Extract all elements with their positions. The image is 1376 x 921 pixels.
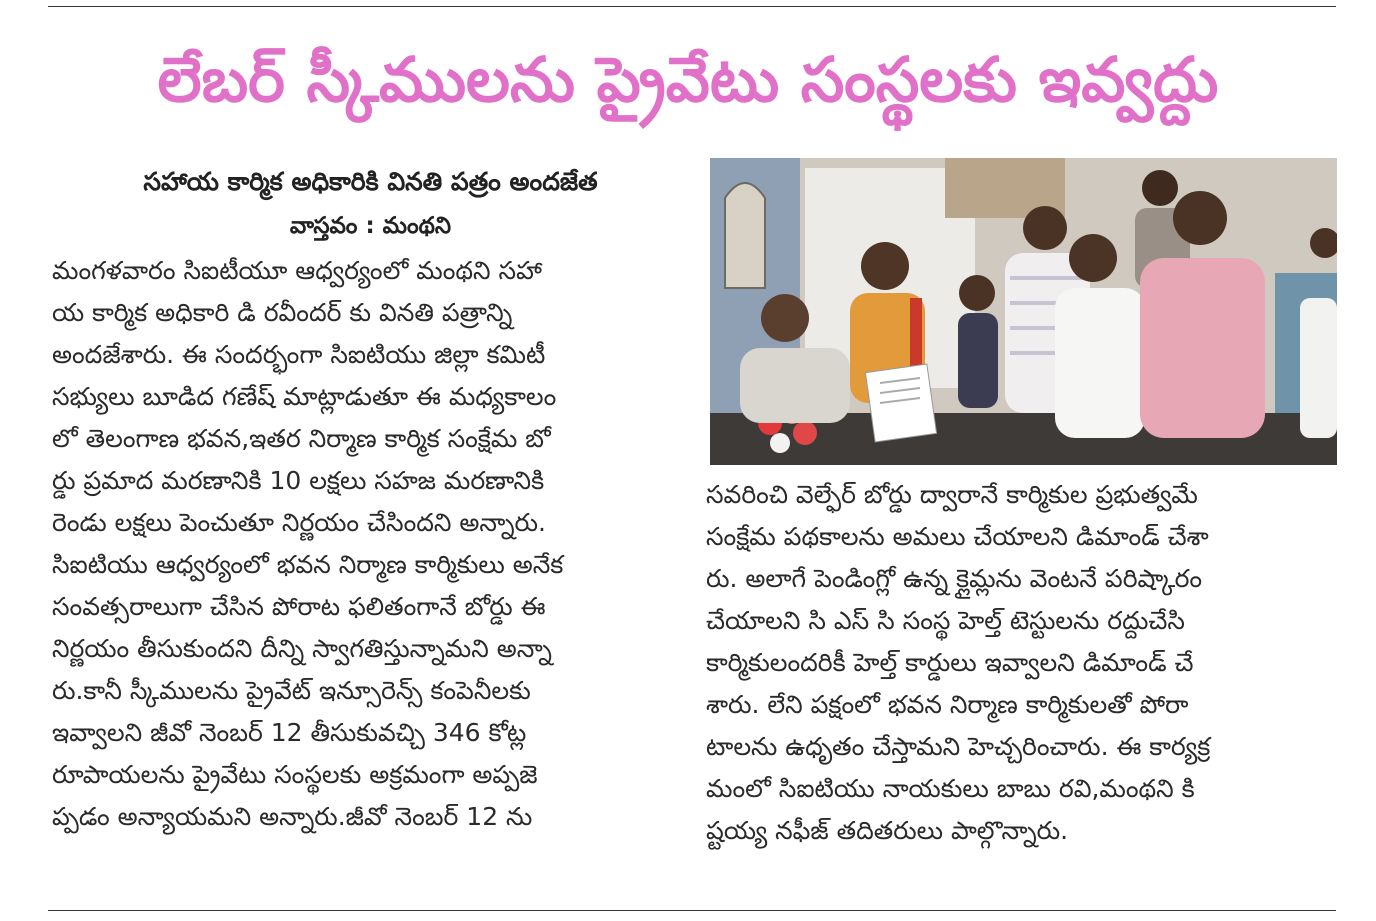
text-line: సవరించి వెల్ఫేర్ బోర్డు ద్వారానే కార్మికుల ప్రభుత్వమే bbox=[706, 480, 1198, 509]
text-line: లో తెలంగాణ భవన,ఇతర నిర్మాణ కార్మిక సంక్షేమ బో bbox=[52, 424, 551, 453]
text-line: సంక్షేమ పథకాలను అమలు చేయాలని డిమాండ్ చేశా bbox=[706, 522, 1209, 551]
text-line: సిఐటియు ఆధ్వర్యంలో భవన నిర్మాణ కార్మికులు అనేక bbox=[52, 550, 564, 579]
dateline: వాస్తవం : మంథని bbox=[289, 213, 452, 239]
text-line: రెండు లక్షలు పెంచుతూ నిర్ణయం చేసిందని అన్నారు. bbox=[52, 508, 546, 537]
subheadline: సహాయ కార్మిక అధికారికి వినతి పత్రం అందజేత bbox=[143, 167, 598, 196]
news-photo bbox=[710, 158, 1337, 465]
text-line: చేయాలని సి ఎస్ సి సంస్థ హెల్త్ టెస్టులను రద్దుచేసి bbox=[706, 606, 1185, 635]
text-line: అందజేశారు. ఈ సందర్భంగా సిఐటియు జిల్లా కమిటీ bbox=[52, 340, 546, 369]
right-column bbox=[706, 474, 1326, 852]
text-line: మంలో సిఐటియు నాయకులు బాబు రవి,మంథని కి bbox=[706, 774, 1195, 803]
text-line: కార్మికులందరికీ హెల్త్ కార్డులు ఇవ్వాలని డిమాండ్ చే bbox=[706, 648, 1194, 677]
text-line: య కార్మిక అధికారి డి రవీందర్ కు వినతి పత్రాన్ని bbox=[52, 298, 513, 327]
text-line: ప్పడం అన్యాయమని అన్నారు.జీవో నెంబర్ 12 ను bbox=[52, 802, 533, 831]
top-rule bbox=[48, 6, 1336, 7]
left-column bbox=[52, 250, 682, 838]
text-line: నిర్ణయం తీసుకుందని దీన్ని స్వాగతిస్తున్నామని అన్నా bbox=[52, 634, 552, 663]
text-line: రూపాయలను ప్రైవేటు సంస్థలకు అక్రమంగా అప్పజె bbox=[52, 760, 538, 789]
text-line: మంగళవారం సిఐటీయూ ఆధ్వర్యంలో మంథని సహా bbox=[52, 256, 542, 285]
text-line: టాలను ఉధృతం చేస్తామని హెచ్చరించారు. ఈ కార్యక్ర bbox=[706, 732, 1211, 761]
text-line: సభ్యులు బూడిద గణేష్ మాట్లాడుతూ ఈ మధ్యకాలం bbox=[52, 382, 557, 411]
text-line: శారు. లేని పక్షంలో భవన నిర్మాణ కార్మికులతో పోరా bbox=[706, 690, 1189, 719]
text-line: ఇవ్వాలని జీవో నెంబర్ 12 తీసుకువచ్చి 346 కోట్ల bbox=[52, 718, 527, 747]
headline: లేబర్ స్కీములను ప్రైవేటు సంస్థలకు ఇవ్వద్దు bbox=[157, 43, 1219, 116]
text-line: సంవత్సరాలుగా చేసిన పోరాట ఫలితంగానే బోర్డు ఈ bbox=[52, 592, 546, 621]
text-line: ష్టయ్య నఫీజ్ తదితరులు పాల్గొన్నారు. bbox=[706, 816, 1069, 845]
text-line: రు. అలాగే పెండింగ్లో ఉన్న క్లైమ్లను వెంటనే పరిష్కారం bbox=[706, 564, 1203, 593]
text-line: రు.కానీ స్కీములను ప్రైవేట్ ఇన్సూరెన్స్ కంపెనీలకు bbox=[52, 676, 531, 705]
bottom-rule bbox=[48, 910, 1336, 911]
text-line: ర్డు ప్రమాద మరణానికి 10 లక్షలు సహజ మరణానికి bbox=[52, 466, 545, 495]
photo-illustration bbox=[710, 158, 1337, 465]
